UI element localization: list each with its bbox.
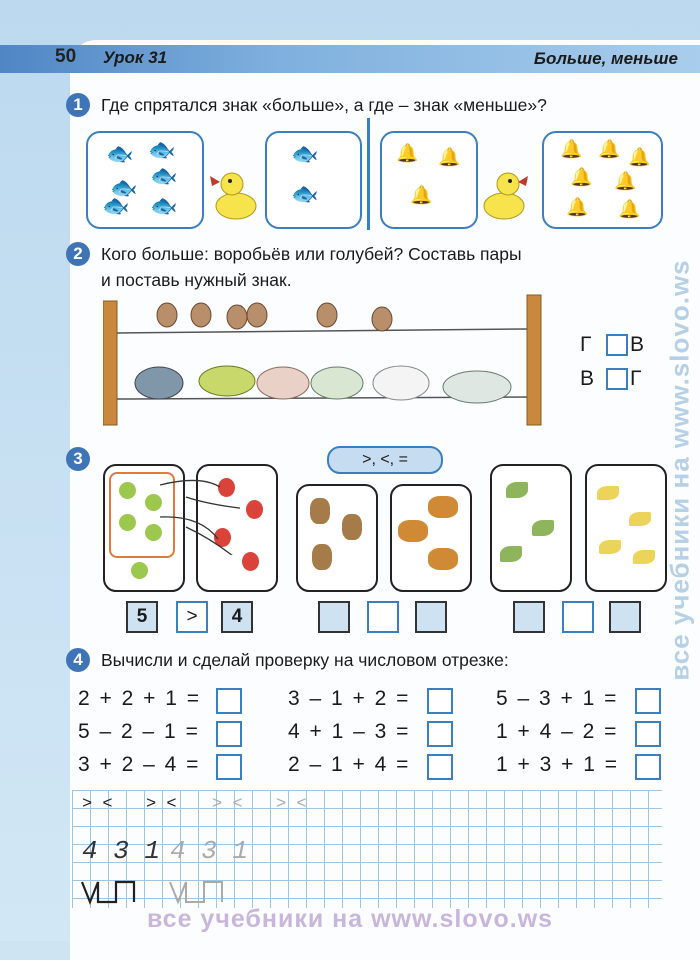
copy-sign: > < [146,795,177,814]
birds-on-wires-picture [103,293,553,433]
answer-box[interactable] [427,688,453,714]
fish-icon: 🐟 [150,193,178,218]
task-2-question-line1: Кого больше: воробьёв или голубей? Составь пары [101,244,522,264]
pair-1-left: Г [580,333,592,356]
answer-box-apples[interactable]: 5 [126,601,158,633]
leaf-icon [597,486,619,500]
answer-box-puppies[interactable] [415,601,447,633]
expression: 4 + 1 – 3 = [288,720,411,743]
copy-digits: 4 3 1 [82,836,161,866]
task-4-number: 4 [66,648,90,672]
leaf-icon [599,540,621,554]
strawberry-icon [246,500,263,519]
answer-box-green-leaves[interactable] [513,601,545,633]
answer-box[interactable] [427,721,453,747]
sign-box-leaves[interactable] [562,601,594,633]
pair-1-sign-box[interactable] [606,334,628,356]
answer-box-strawberries[interactable]: 4 [221,601,253,633]
kitten-icon [310,498,330,524]
puppy-icon [428,496,458,518]
apple-icon [119,514,136,531]
answer-box[interactable] [635,721,661,747]
task-1-number: 1 [66,93,90,117]
copy-sign-trace: > < [276,795,307,814]
task-3-number: 3 [66,447,90,471]
answer-box[interactable] [427,754,453,780]
bluebell-icon: 🔔 [560,139,583,159]
duck-icon [210,168,258,220]
lesson-title: Урок 31 [103,48,168,67]
leaf-icon [532,520,554,536]
expression: 3 + 2 – 4 = [78,753,201,776]
bluebell-icon: 🔔 [628,147,651,167]
pair-1-right: В [630,333,645,356]
copy-pattern [80,880,260,906]
task-2-number: 2 [66,242,90,266]
expression: 2 – 1 + 4 = [288,753,411,776]
fish-icon: 🐟 [102,193,130,218]
fish-icon: 🐟 [106,141,134,166]
copy-sign-trace: > < [212,795,243,814]
answer-box-yellow-leaves[interactable] [609,601,641,633]
puppy-icon [398,520,428,542]
answer-box[interactable] [635,688,661,714]
divider [367,118,370,230]
expression: 3 – 1 + 2 = [288,687,411,710]
apple-icon [119,482,136,499]
kitten-icon [312,544,332,570]
apple-icon [131,562,148,579]
leaf-icon [629,512,651,526]
fish-icon: 🐟 [291,181,319,206]
bluebell-icon: 🔔 [410,185,433,205]
bluebell-icon: 🔔 [396,143,419,163]
answer-box[interactable] [216,754,242,780]
answer-box-kittens[interactable] [318,601,350,633]
answer-box[interactable] [635,754,661,780]
bell-box-many [542,131,663,229]
fish-icon: 🐟 [110,175,138,200]
expression: 5 – 3 + 1 = [496,687,619,710]
answer-box[interactable] [216,721,242,747]
fish-icon: 🐟 [291,141,319,166]
fish-icon: 🐟 [150,163,178,188]
task-2-question-line2: и поставь нужный знак. [101,270,292,290]
task-1-question: Где спрятался знак «больше», а где – знак «меньше»? [101,95,547,115]
pair-2-right: Г [630,367,642,390]
puppies-card [390,484,472,592]
expression: 2 + 2 + 1 = [78,687,202,710]
expression: 1 + 4 – 2 = [496,720,619,743]
copy-digits-trace: 4 3 1 [170,836,249,866]
footer-watermark: все учебники на www.slovo.ws [146,905,554,933]
bluebell-icon: 🔔 [570,167,593,187]
bluebell-icon: 🔔 [598,139,621,159]
page-number: 50 [55,46,77,67]
yellow-leaves-card [585,464,667,592]
bell-box-few [380,131,478,229]
bluebell-icon: 🔔 [566,197,589,217]
kitten-icon [342,514,362,540]
sign-box-example[interactable]: > [176,601,208,633]
sign-box-animals[interactable] [367,601,399,633]
fish-box-many [86,131,204,229]
leaf-icon [506,482,528,498]
expression: 5 – 2 – 1 = [78,720,200,743]
copy-sign: > < [82,795,113,814]
fish-icon: 🐟 [148,137,176,162]
puppy-icon [428,548,458,570]
side-watermark: все учебники на www.slovo.ws [664,259,695,681]
bluebell-icon: 🔔 [618,199,641,219]
answer-box[interactable] [216,688,242,714]
bluebell-icon: 🔔 [614,171,637,191]
strawberry-icon [242,552,259,571]
leaf-icon [633,550,655,564]
leaf-icon [500,546,522,562]
green-leaves-card [490,464,572,592]
expression: 1 + 3 + 1 = [496,753,620,776]
kittens-card [296,484,378,592]
pairing-lines [160,475,240,555]
bluebell-icon: 🔔 [438,147,461,167]
topic-title: Больше, меньше [533,49,678,68]
duck-icon [480,168,528,220]
pair-2-left: В [580,367,595,390]
pair-2-sign-box[interactable] [606,368,628,390]
task-4-question: Вычисли и сделай проверку на числовом отрезке: [101,650,509,670]
fish-box-few [265,131,362,229]
signs-hint: >, <, = [327,446,443,474]
